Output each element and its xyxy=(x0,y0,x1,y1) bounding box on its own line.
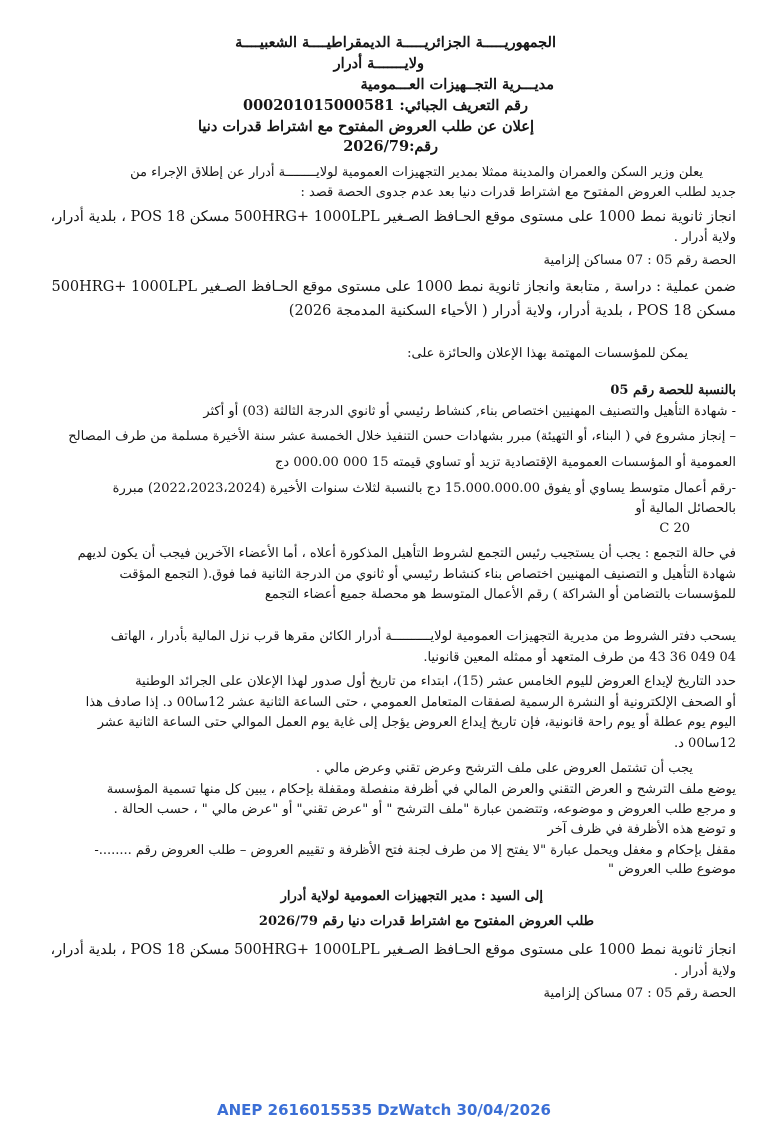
footer-reference: ANEP 2616015535 DzWatch 30/04/2026 xyxy=(217,1101,551,1119)
envelopes-line-2: يوضع ملف الترشح و العرض التقني والعرض المالي في أظرفة منفصلة ومقفلة بإحكام ، يبين كل منها تسمية المؤسسة xyxy=(106,782,736,797)
deadline-line-4: 12سا00 د. xyxy=(673,736,736,751)
envelope-addressee: إلى السيد : مدير التجهيزات العمومية لولاية أدرار xyxy=(280,889,543,904)
operation-line-2: مسكن POS 18 ، بلدية أدرار، ولاية أدرار ( الأحياء السكنية المدمجة 2026) xyxy=(288,303,736,319)
announcement-number: رقم:2026/79 xyxy=(343,138,438,155)
lot-section-heading: بالنسبة للحصة رقم 05 xyxy=(610,383,736,398)
envelopes-line-3: و مرجع طلب العروض و موضوعه، وتتضمن عبارة "ملف الترشح " أو "عرض تقني" أو "عرض مالي " ، حسب الحالة . xyxy=(113,802,736,817)
intro-project-line: انجاز ثانوية نمط 1000 على مستوى موقع الحـافظ الصـغير 500HRG+ 1000LPL مسكن POS 18 ، بلدية أدرار، xyxy=(50,209,736,225)
deadline-line-2: أو الصحف الإلكترونية أو النشرة الرسمية لصفقات المتعامل العمومي ، حتى الساعة الثانية عشر 12سا00 د. إذا صادف هذا xyxy=(85,695,736,710)
lot-requirement-2: – إنجاز مشروع في ( البناء، أو التهيئة) مبرر بشهادات حسن التنفيذ خلال الخمسة عشر سنة الأخيرة مسلمة من طرف المصالح xyxy=(68,429,736,444)
grouping-line-1: في حالة التجمع : يجب أن يستجيب رئيس التجمع لشروط التأهيل المذكورة أعلاه ، أما الأعضاء الآخرين فيجب أن يكون لديهم xyxy=(77,546,736,561)
envelopes-line-4: و توضع هذه الأظرفة في ظرف آخر xyxy=(547,822,736,837)
lot-requirement-3: -رقم أعمال متوسط يساوي أو يفوق 15.000.000.00 دج بالنسبة لثلاث سنوات الأخيرة (2022،2023،2024) مبررة xyxy=(112,481,736,496)
lot-requirement-c20: C 20 xyxy=(659,521,690,536)
envelopes-line-5: مقفل بإحكام و مغفل ويحمل عبارة "لا يفتح إلا من طرف لجنة فتح الأظرفة و تقييم العروض – طلب العروض رقم ........- xyxy=(94,843,736,858)
withdrawal-line-2: 04 049 36 43 من طرف المتعهد أو ممثله المعين قانونيا. xyxy=(423,650,736,665)
operation-line-1: ضمن عملية : دراسة , متابعة وانجاز ثانوية نمط 1000 على مستوى موقع الحـافظ الصـغير 500HRG+ 1000LPL xyxy=(51,279,736,295)
lot-requirement-3-cont: بالحصائل المالية أو xyxy=(635,501,736,516)
envelopes-line-1: يجب أن تشتمل العروض على ملف الترشح وعرض تقني وعرض مالي . xyxy=(315,761,693,776)
envelope-subject: طلب العروض المفتوح مع اشتراط قدرات دنيا رقم 2026/79 xyxy=(258,914,594,929)
envelope-lot: الحصة رقم 05 : 07 مساكن إلزامية xyxy=(543,986,736,1001)
intro-project-line-end: ولاية أدرار . xyxy=(673,230,736,245)
republic-heading: الجمهوريـــــة الجزائريـــــة الديمقراطيــــة الشعبيــــة xyxy=(235,34,556,51)
lot-requirement-1: - شهادة التأهيل والتصنيف المهنيين اختصاص بناء, كنشاط رئيسي أو ثانوي الدرجة الثالثة (03) أو أكثر xyxy=(203,404,736,419)
grouping-line-3: للمؤسسات بالتضامن أو الشراكة ) رقم الأعمال المتوسط هو محصلة جميع أعضاء التجمع xyxy=(264,587,736,602)
grouping-line-2: شهادة التأهيل و التصنيف المهنيين اختصاص بناء كنشاط رئيسي أو ثانوي من الدرجة الثانية فما فوق.( التجمع المؤقت xyxy=(119,567,736,582)
withdrawal-line-1: يسحب دفتر الشروط من مديرية التجهيزات العمومية لولايــــــــــة أدرار الكائن مقرها قرب نزل المالية بأدرار ، الهاتف xyxy=(110,629,736,644)
wilaya-heading: ولايـــــــة أدرار xyxy=(333,55,424,72)
intro-line-1: يعلن وزير السكن والعمران والمدينة ممثلا بمدير التجهيزات العمومية لولايــــــــة أدرار عن إطلاق الإجراء من xyxy=(130,165,703,180)
deadline-line-3: اليوم يوم عطلة أو يوم راحة قانونية، فإن تاريخ إيداع العروض يؤجل إلى غاية يوم العمل الموالي حتى الساعة الثانية عشر xyxy=(97,715,736,730)
deadline-line-1: حدد التاريخ لإيداع العروض لليوم الخامس عشر (15)، ابتداء من تاريخ أول صدور لهذا الإعلان على الجرائد الوطنية xyxy=(135,674,736,689)
directorate-heading: مديـــرية التجــهيزات العـــمومية xyxy=(360,76,554,93)
envelope-project-line-end: ولاية أدرار . xyxy=(673,964,736,979)
lot-requirement-2-cont: العمومية أو المؤسسات العمومية الإقتصادية تزيد أو تساوي قيمته 15 000 000.00 دج xyxy=(275,455,736,470)
eligibility-intro: يمكن للمؤسسات المهتمة بهذا الإعلان والحائزة على: xyxy=(407,346,688,361)
tax-id: رقم التعريف الجبائي: 000201015000581 xyxy=(242,97,528,114)
intro-lot: الحصة رقم 05 : 07 مساكن إلزامية xyxy=(543,253,736,268)
envelope-project-line: انجاز ثانوية نمط 1000 على مستوى موقع الحـافظ الصـغير 500HRG+ 1000LPL مسكن POS 18 ، بلدية أدرار، xyxy=(50,942,736,958)
intro-line-2: جديد لطلب العروض المفتوح مع اشتراط قدرات دنيا بعد عدم جدوى الحصة قصد : xyxy=(300,185,736,200)
announcement-title: إعلان عن طلب العروض المفتوح مع اشتراط قدرات دنيا xyxy=(198,118,534,135)
envelopes-line-6: موضوع طلب العروض " xyxy=(608,862,736,877)
